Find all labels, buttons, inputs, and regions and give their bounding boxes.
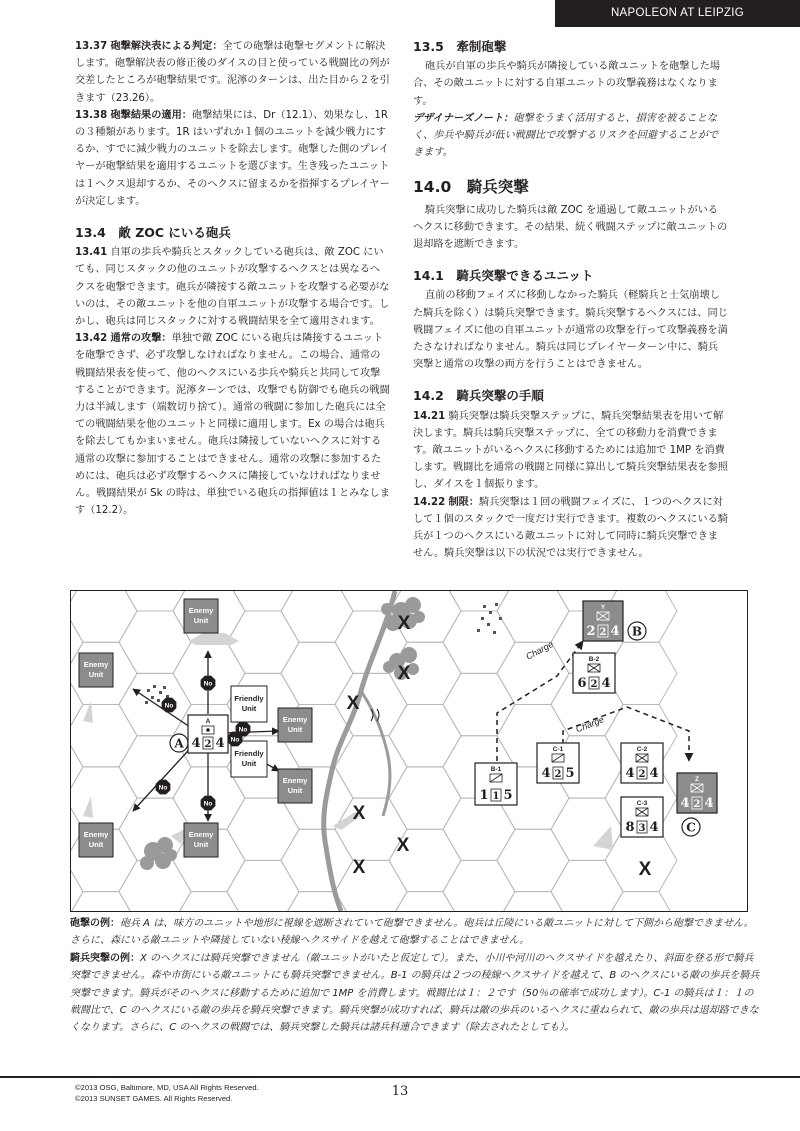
infantry-symbol-icon (636, 808, 648, 816)
hex-letter: B (631, 624, 643, 639)
unit-value: 4 (191, 736, 201, 751)
rule-text: 自軍の歩兵や騎兵とスタックしている砲兵は、敵 ZOC にいても、同じスタックの他のユニットが攻撃するヘクスとは異なるヘクスを砲撃できます。砲兵が隣接する敵ユニットを攻撃する必要がないのは、その敵ユニットを他の自軍ユニットが攻撃する場合です。しかし、砲兵は同じスタックに対する戦闘結果を全て適用されます。 (75, 247, 390, 328)
prohibited-hex-x: X (352, 857, 366, 878)
enemy-unit-counter (79, 653, 113, 687)
infantry-symbol-icon (636, 754, 648, 762)
enemy-unit-label: Unit (193, 616, 209, 625)
section-heading-14-1: 14.1 騎兵突撃できるユニット (413, 268, 594, 284)
enemy-unit-label: Unit (287, 725, 303, 734)
running-header (555, 0, 800, 27)
rule-title: 砲撃解決表による判定： (110, 41, 223, 52)
rule-number: 14.21 (413, 410, 446, 422)
section-heading-14-0: 14.0 騎兵突撃 (413, 178, 529, 197)
copyright-line-2: ©2013 SUNSET GAMES. All Rights Reserved. (75, 1093, 233, 1103)
hex-cell (281, 829, 353, 891)
rule-14-22 (413, 494, 728, 563)
hex-cell (119, 673, 191, 735)
hex-letter-marker (682, 818, 700, 836)
hex-letter: C (686, 820, 696, 835)
rule-number: 14.22 (413, 496, 446, 508)
infantry-symbol-icon (691, 784, 703, 792)
enemy-unit-label: Enemy (282, 776, 308, 785)
friendly-unit-label: Friendly (234, 694, 264, 703)
no-sign-label: No (238, 726, 248, 734)
hex-cell (443, 798, 515, 860)
rule-number: 13.41 (75, 247, 108, 259)
friendly-unit-counter (231, 741, 267, 777)
hex-cell (443, 591, 515, 611)
hex-cell (281, 591, 353, 642)
enemy-unit-label: Enemy (282, 715, 308, 724)
unit-id: Z (695, 776, 699, 783)
hex-cell (551, 798, 623, 860)
unit-value: 1 (479, 788, 489, 803)
section-heading-14-2: 14.2 騎兵突撃の手順 (413, 388, 544, 404)
hex-cell (443, 860, 515, 911)
unit-value: 2 (590, 679, 598, 690)
enemy-unit-counter (184, 823, 218, 857)
unit-value: 4 (541, 766, 551, 781)
right-column (413, 38, 728, 562)
rule-number: 13.38 (75, 109, 108, 121)
hex-cell (497, 892, 569, 911)
rule-13-41 (75, 244, 390, 330)
unit-value: 4 (649, 766, 659, 781)
hex-cell (443, 673, 515, 735)
paragraph-13-5: 砲兵が自軍の歩兵や騎兵が隣接している敵ユニットを砲撃した場合、その敵ユニットに対する自軍ユニットの攻撃義務はなくなります。 (413, 61, 721, 107)
enemy-unit-label: Enemy (188, 830, 214, 839)
cavalry-symbol-icon (490, 774, 502, 782)
rule-13-37 (75, 38, 390, 107)
unit-value: 2 (204, 739, 212, 750)
unit-counter-b2 (573, 653, 615, 693)
prohibited-hex-x: X (396, 835, 410, 856)
prohibited-hex-x: X (638, 859, 652, 880)
hex-cell (335, 736, 407, 798)
unit-value: 4 (649, 820, 659, 835)
hex-cell (71, 736, 83, 798)
unit-value: 2 (693, 799, 701, 810)
unit-value: 5 (503, 788, 513, 803)
prohibited-hex-x: X (352, 803, 366, 824)
unit-id: B-2 (588, 656, 600, 663)
designer-note (413, 110, 728, 162)
prohibited-hex-x: X (397, 613, 411, 634)
no-sign-icon (236, 722, 251, 737)
designer-note-label: デザイナーズノート： (413, 112, 514, 124)
rule-title: 砲撃結果の適用： (110, 109, 192, 121)
prohibited-hex-x: X (346, 693, 360, 714)
copyright-line-1: ©2013 OSG, Baltimore, MD, USA All Rights Reserved. (75, 1083, 259, 1092)
rule-text: 全ての砲撃は砲撃セグメントに解決します。砲撃解決表の修正後のダイスの目と使っている戦闘比の列が交差したところが砲撃結果です。泥濘のターンは、出た目から２を引きます（23.26）。 (75, 41, 390, 104)
left-column (75, 38, 390, 519)
copyright (75, 1083, 259, 1104)
charge-label: Charge (524, 639, 555, 662)
hex-cell (605, 892, 677, 911)
unit-value: 2 (554, 769, 562, 780)
unit-value: 4 (625, 766, 635, 781)
artillery-symbol-icon (202, 726, 214, 734)
unit-value: 6 (577, 676, 587, 691)
rule-text: 砲撃結果には、Dr（12.1）、効果なし、1R の３種類があります。1R はいずれか１個のユニットを減少戦力にするか、すでに減少戦力のユニットを除去します。砲撃した側のプレイヤーが砲撃結果を適用するユニットを選びます。生き残ったユニットは１ヘクス退却するか、そのヘクスに留まるかを指揮するプレイヤーが決定します。 (75, 109, 390, 207)
unit-value: 2 (638, 769, 646, 780)
designer-note-text: 砲撃をうまく活用すると、損害を被ることなく、歩兵や騎兵が低い戦闘比で攻撃するリスクを回避することができます。 (413, 112, 719, 159)
rule-title: 制限： (448, 496, 480, 508)
friendly-unit-label: Unit (241, 759, 257, 768)
no-sign-label: No (203, 800, 213, 808)
cavalry-symbol-icon (552, 754, 564, 762)
hex-cell (227, 798, 299, 860)
enemy-unit-label: Unit (287, 786, 303, 795)
example-map-diagram (70, 590, 748, 912)
unit-value: 1 (492, 791, 500, 802)
rule-text: 騎兵突撃は１回の戦闘フェイズに、１つのヘクスに対して１個のスタックで一度だけ実行できます。複数のヘクスにいる騎兵が１つのヘクスにいる敵ユニットに対して同時に騎兵突撃できません。騎兵突撃は以下の状況では実行できません。 (413, 496, 728, 560)
unit-id: Y (600, 604, 606, 611)
hex-cell (71, 591, 83, 611)
unit-counter-c1 (537, 743, 579, 783)
friendly-unit-counter (231, 686, 267, 722)
unit-id: A (205, 718, 211, 725)
hex-cell (71, 591, 137, 642)
no-sign-icon (201, 676, 216, 691)
unit-counter-c3 (621, 797, 663, 837)
no-sign-label: No (164, 702, 174, 710)
no-sign-icon (156, 780, 171, 795)
rule-14-21 (413, 408, 728, 494)
caption-text-cavalry-charge: X のヘクスには騎兵突撃できません（敵ユニットがいたと仮定して）。また、小川や河川のヘクスサイドを越えたり、斜面を登る形で騎兵突撃できません。森や市街にいる敵ユニットにも騎兵突撃できません。B-1 の騎兵は２つの稜線ヘクスサイドを越えて、B のヘクスにいる敵の歩兵を騎兵突撃できます。騎兵がそのヘクスに移動するために追加で 1MP を消費します。戦闘比は１：２です（50％の確率で成功します）。C-1 の騎兵は１：１の戦闘比で、C のヘクスにいる敵の歩兵を騎兵突撃できます。騎兵突撃が成功すれば、騎兵は敵の歩兵のいるヘクスに重ねられて、敵の歩兵は退却路できなくなります。さらに、C のヘクスの戦闘では、騎兵突撃した騎兵は諸兵科連合できます（除去されたとしても）。 (70, 952, 760, 1034)
prohibited-hex-x: X (397, 663, 411, 684)
paragraph-14-0: 騎兵突撃に成功した騎兵は敵 ZOC を通過して敵ユニットがいるヘクスに移動できます。その結果、続く戦闘ステップに敵ユニットの退却路を遮断できます。 (413, 204, 728, 251)
hex-cell (389, 892, 461, 911)
enemy-unit-counter (184, 599, 218, 633)
rule-title: 通常の攻撃： (110, 333, 172, 345)
no-sign-label: No (158, 784, 168, 792)
enemy-unit-label: Unit (88, 670, 104, 679)
caption-label-cavalry-charge: 騎兵突撃の例： (70, 952, 140, 964)
hex-cell (71, 860, 83, 911)
charge-label: Charge (574, 714, 606, 735)
hex-cell (335, 860, 407, 911)
infantry-symbol-icon (588, 664, 600, 672)
hex-cell (605, 642, 677, 704)
enemy-unit-label: Unit (193, 840, 209, 849)
hex-cell (443, 611, 515, 673)
rule-13-42 (75, 330, 390, 519)
unit-counter-y (583, 601, 623, 641)
enemy-unit-counter (278, 769, 312, 803)
unit-id: C-1 (552, 746, 564, 753)
no-sign-icon (162, 698, 177, 713)
unit-counter-b1 (475, 763, 517, 805)
unit-counter-c2 (621, 743, 663, 783)
enemy-unit-label: Unit (88, 840, 104, 849)
hex-cell (389, 705, 461, 767)
no-sign-icon (201, 796, 216, 811)
rule-text: 騎兵突撃は騎兵突撃ステップに、騎兵突撃結果表を用いて解決します。騎兵は騎兵突撃ステップに、全ての移動力を消費できます。敵ユニットがいるヘクスに移動するためには追加で 1MP を消費します。戦闘比を通常の戦闘と同様に算出して騎兵突撃結果表を参照し、ダイスを１個振ります。 (413, 410, 728, 491)
diagram-caption (70, 915, 760, 1037)
paragraph-14-1: 直前の移動フェイズに移動しなかった騎兵（軽騎兵と士気崩壊した騎兵を除く）は騎兵突撃できます。騎兵突撃するヘクスには、同じ戦闘フェイズに他の自軍ユニットが通常の攻撃を行って攻撃義務を満たさなければなりません。騎兵は同じプレイヤーターン中に、騎兵突撃と通常の攻撃の両方を行うことはできません。 (413, 290, 728, 371)
hex-letter-marker (170, 734, 188, 752)
hex-cell (389, 767, 461, 829)
no-sign-label: No (230, 736, 240, 744)
unit-value: 5 (565, 766, 575, 781)
unit-id: B-1 (490, 766, 502, 773)
hex-cell (497, 591, 569, 642)
rule-13-38 (75, 107, 390, 210)
unit-value: 2 (599, 627, 607, 638)
unit-value: 4 (601, 676, 611, 691)
friendly-unit-label: Friendly (234, 749, 264, 758)
section-heading-13-4: 13.4 敵 ZOC にいる砲兵 (75, 225, 231, 241)
enemy-unit-label: Enemy (188, 606, 214, 615)
hex-cell (227, 611, 299, 673)
hex-letter: A (174, 736, 184, 751)
hex-cell (497, 829, 569, 891)
unit-id: C-2 (636, 746, 648, 753)
friendly-unit-label: Unit (241, 704, 257, 713)
enemy-unit-counter (278, 708, 312, 742)
unit-value: 4 (215, 736, 225, 751)
caption-text-bombardment: 砲兵 A は、味方のユニットや地形に視線を遮断されていて砲撃できません。砲兵は丘陵にいる敵ユニットに対して下側から砲撃できません。さらに、森にいる敵ユニットや隣接していない稜線ヘクスサイドを越えて砲撃することはできません。 (70, 918, 754, 947)
hex-cell (119, 591, 191, 611)
hex-letter-marker (628, 622, 646, 640)
hex-cell (119, 860, 191, 911)
unit-id: C-3 (636, 800, 648, 807)
hex-map (71, 591, 747, 911)
rule-text: 単独で敵 ZOC にいる砲兵は隣接するユニットを砲撃できず、必ず攻撃しなければなりません。この場合、通常の戦闘結果表を使って、他のヘクスにいる歩兵や騎兵と共同して攻撃することができます。泥濘ターンでは、攻撃でも防御でも砲兵の戦闘力は半減します（端数切り捨て）。通常の戦闘に参加した砲兵には全ての戦闘結果を他のユニットと同様に適用します。Ex の場合は砲兵を除去してもかまいません。砲兵は隣接していないヘクスに対する通常の攻撃に参加することはできません。通常の攻撃に参加するためには、砲兵は必ず攻撃するヘクスに隣接していなければなりません。戦闘結果が Sk の時は、単独でいる砲兵の指揮値は１とみなします（12.2）。 (75, 333, 390, 517)
enemy-unit-counter (79, 823, 113, 857)
rule-number: 13.37 (75, 41, 108, 52)
unit-value: 8 (625, 820, 635, 835)
rule-number: 13.42 (75, 333, 108, 345)
hex-cell (71, 767, 137, 829)
hex-cell (551, 860, 623, 911)
hex-cell (227, 860, 299, 911)
footer-rule (0, 1076, 800, 1078)
page-number: 13 (391, 1084, 409, 1099)
enemy-unit-label: Enemy (83, 830, 109, 839)
unit-counter-a (188, 715, 228, 753)
unit-value: 3 (638, 823, 646, 834)
hex-cell (173, 892, 245, 911)
enemy-unit-label: Enemy (83, 660, 109, 669)
hex-cell (119, 611, 191, 673)
unit-value: 4 (680, 796, 690, 811)
no-sign-label: No (203, 680, 213, 688)
hex-cell (281, 642, 353, 704)
section-heading-13-5: 13.5 牽制砲撃 (413, 39, 507, 54)
hex-cell (71, 892, 137, 911)
unit-value: 2 (586, 624, 596, 639)
caption-label-bombardment: 砲撃の例： (70, 918, 120, 929)
header-title: NAPOLEON AT LEIPZIG (610, 7, 745, 19)
stream (361, 691, 390, 816)
hex-cell (227, 591, 299, 611)
unit-value: 4 (610, 624, 620, 639)
infantry-symbol-icon (597, 612, 609, 620)
hex-cell (71, 705, 137, 767)
unit-value: 4 (704, 796, 714, 811)
unit-counter-z (677, 773, 717, 813)
